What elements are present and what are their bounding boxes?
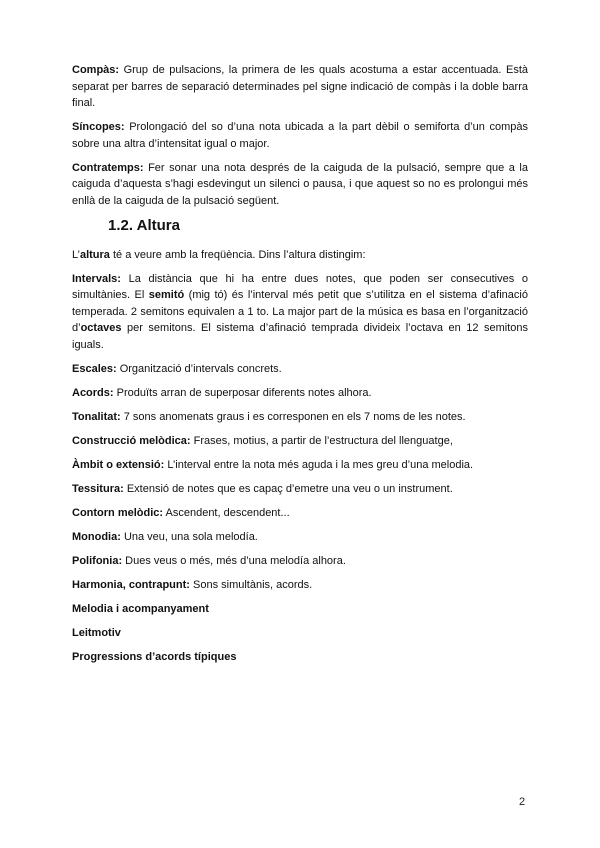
- term: Intervals:: [72, 272, 121, 285]
- definition-text: Sons simultànis, acords.: [189, 578, 313, 591]
- definition-ambit: [72, 457, 528, 474]
- bold-item-text: Leitmotiv: [72, 626, 121, 639]
- inline-bold-octaves: octaves: [80, 322, 122, 334]
- definition-text: Organització d’intervals concrets.: [116, 362, 282, 375]
- term: Escales:: [72, 362, 117, 375]
- bold-item-progressions: [72, 649, 528, 666]
- definition-text: Una veu, una sola melodía.: [120, 530, 258, 543]
- term: Tessitura:: [72, 482, 124, 495]
- definition-text: L’interval entre la nota més aguda i la mes greu d’una melodia.: [164, 458, 474, 471]
- definition-acords: [72, 385, 528, 402]
- term: Àmbit o extensió:: [72, 458, 165, 471]
- bold-item-text: Progressions d’acords típiques: [72, 650, 237, 663]
- page-number: 2: [519, 796, 526, 808]
- definition-text: Dues veus o més, més d’una melodía alhora.: [122, 554, 346, 567]
- definition-tessitura: [72, 481, 528, 498]
- definition-text: 7 sons anomenats graus i es corresponen en els 7 noms de les notes.: [120, 410, 466, 423]
- term: Compàs:: [72, 64, 120, 76]
- definition-contratemps: [72, 160, 528, 210]
- term: Síncopes:: [72, 121, 125, 133]
- definition-construccio-melodica: [72, 433, 528, 450]
- section-heading: 1.2. Altura: [108, 216, 180, 234]
- definition-polifonia: [72, 553, 528, 570]
- page-content: [72, 62, 528, 673]
- definition-monodia: [72, 529, 528, 546]
- bold-item-text: Melodia i acompanyament: [72, 602, 209, 615]
- intro-suffix: té a veure amb la freqüència. Dins l’altura distingim:: [109, 248, 366, 261]
- intro-prefix: L’: [72, 248, 80, 261]
- term: Tonalitat:: [72, 410, 121, 423]
- definition-text: La distància que hi ha entre dues notes, que poden ser consecutives o simultànies. El: [72, 272, 528, 301]
- bold-item-leitmotiv: [72, 625, 528, 642]
- definition-text: Prolongació del so d’una nota ubicada a la part dèbil o semiforta d’un compàs sobre una altra d’intensitat igual o major.: [72, 121, 528, 150]
- definition-tonalitat: [72, 409, 528, 426]
- definition-text: Grup de pulsacions, la primera de les quals acostuma a estar accentuada. Està separat per barres de separació determinades pel signe indicació de compàs i la doble barra final.: [72, 64, 528, 109]
- term: Polifonia:: [72, 554, 123, 567]
- definition-compas: [72, 62, 528, 112]
- definition-text: Produïts arran de superposar diferents notes alhora.: [113, 386, 372, 399]
- definition-contorn-melodic: [72, 505, 528, 522]
- definition-escales: [72, 361, 528, 378]
- term: Contratemps:: [72, 161, 144, 174]
- definition-text: Fer sonar una nota després de la caiguda de la pulsació, sempre que a la caiguda d’aquesta s’hagi esdevingut un silenci o pausa, i que aquest so no es prolongui més enllà de la caiguda de la pulsació següent.: [72, 161, 528, 207]
- definition-text: Frases, motius, a partir de l’estructura del llenguatge,: [190, 434, 453, 447]
- term: Acords:: [72, 386, 114, 399]
- definition-intervals: [72, 271, 528, 354]
- term: Monodia:: [72, 530, 121, 543]
- definition-sincopes: [72, 119, 528, 152]
- definition-text: per semitons. El sistema d’afinació temprada divideix l’octava en 12 semitons iguals.: [72, 322, 528, 351]
- definition-text: (mig tó) és l’interval més petit que s’utilitza en el sistema d’afinació temperada. 2 semitons equivalen a 1 to. La major part de la música es basa en l’organització d’: [72, 289, 528, 334]
- intro-paragraph: [72, 247, 528, 264]
- term: Construcció melòdica:: [72, 434, 191, 447]
- intro-bold: altura: [79, 248, 110, 261]
- definition-text: Ascendent, descendent...: [163, 506, 290, 519]
- term: Contorn melòdic:: [72, 506, 164, 519]
- definition-harmonia: [72, 577, 528, 594]
- bold-item-melodia: [72, 601, 528, 618]
- term: Harmonia, contrapunt:: [72, 578, 190, 591]
- inline-bold-semito: semitó: [148, 289, 185, 301]
- definition-text: Extensió de notes que es capaç d’emetre una veu o un instrument.: [123, 482, 453, 495]
